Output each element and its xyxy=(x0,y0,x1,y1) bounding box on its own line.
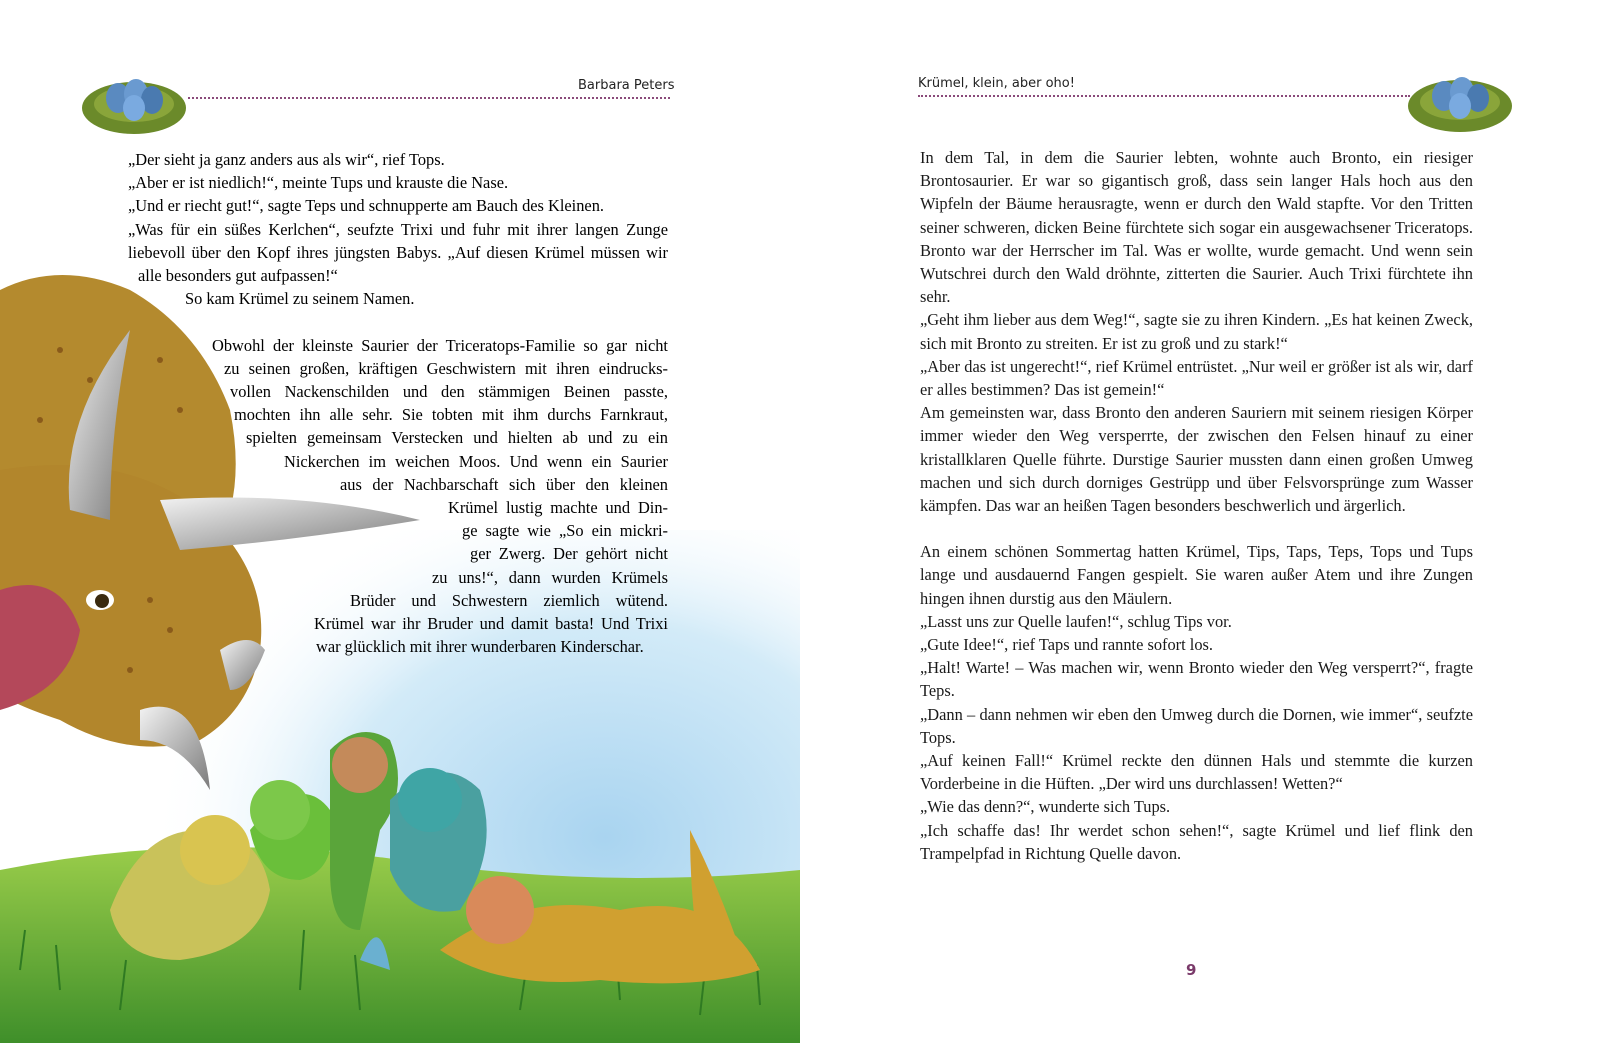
header-author: Barbara Peters xyxy=(578,78,675,93)
text-line: ger Zwerg. Der gehört nicht xyxy=(470,544,668,564)
nest-with-eggs-icon xyxy=(78,60,190,140)
text-line: Obwohl der kleinste Saurier der Triceratops-Familie so gar nicht xyxy=(212,335,668,355)
paragraph: „Geht ihm lieber aus dem Weg!“, sagte sie zu ihren Kindern. „Es hat keinen Zweck, sich mit Bronto zu streiten. Er ist zu groß und zu stark!“ xyxy=(920,310,1473,353)
paragraph: „Auf keinen Fall!“ Krümel reckte den dünnen Hals und stemmte die kurzen Vorderbeine in die Hüften. „Der wird uns durchlassen! Wetten?“ xyxy=(920,751,1473,794)
text-line: zu seinen großen, kräftigen Geschwistern mit ihren eindrucks- xyxy=(224,358,668,378)
text-line: aus der Nachbarschaft sich über den kleinen xyxy=(340,474,668,494)
paragraph: „Gute Idee!“, rief Taps und rannte sofort los. xyxy=(920,635,1214,655)
text-line: „Was für ein süßes Kerlchen“, seufzte Trixi und fuhr mit ihrer langen Zunge xyxy=(128,219,668,239)
text-line: Krümel lustig machte und Din- xyxy=(448,498,668,517)
text-line: liebevoll über den Kopf ihres jüngsten Babys. „Auf diesen Krümel müssen wir xyxy=(128,242,668,262)
paragraph: „Wie das denn?“, wunderte sich Tups. xyxy=(920,797,1171,817)
paragraph: In dem Tal, in dem die Saurier lebten, wohnte auch Bronto, ein riesiger Brontosaurier. Er war so gigantisch groß, dass sein langer Hals hoch aus den Wipfeln der Bäume herausragte, wenn er durch den Wald stapfte. Vor den Tritten seiner schweren, dicken Beine fürchtete sich sogar ein ausgewachsener Triceratops. Bronto war der Herrscher im Tal. Was er wollte, wurde gemacht. Und wenn sein Wutschrei durch den Wald dröhnte, zitterten die Saurier. Auch Trixi fürchtete ihn sehr. xyxy=(920,148,1473,307)
paragraph: Am gemeinsten war, dass Bronto den anderen Sauriern mit seinem riesigen Körper immer wieder den Weg versperrte, der zwischen den Felsen hinauf zu einer kristallklaren Quelle führte. Durstige Saurier mussten dann einen großen Umweg machen und sich durch dorniges Gestrüpp und über Felsvorsprünge zum Wasser kämpfen. Das war an heißen Tagen besonders beschwerlich und ärgerlich. xyxy=(920,403,1473,516)
header-divider xyxy=(918,95,1410,97)
paragraph: „Halt! Warte! – Was machen wir, wenn Bronto wieder den Weg versperrt?“, fragte Teps. xyxy=(920,658,1473,701)
page-number: 9 xyxy=(1186,961,1197,979)
text-line: „Der sieht ja ganz anders aus als wir“, rief Tops. xyxy=(128,150,445,169)
paragraph: „Lasst uns zur Quelle laufen!“, schlug Tips vor. xyxy=(920,611,1232,631)
header-title: Krümel, klein, aber oho! xyxy=(918,76,1075,91)
text-line: alle besonders gut aufpassen!“ xyxy=(138,266,338,285)
text-line: mochten ihn alle sehr. Sie tobten mit ihm durchs Farnkraut, xyxy=(234,405,668,425)
paragraph: „Ich schaffe das! Ihr werdet schon sehen!“, sagte Krümel und lief flink den Trampelpfad in Richtung Quelle davon. xyxy=(920,820,1473,863)
paragraph: „Dann – dann nehmen wir eben den Umweg durch die Dornen, wie immer“, seufzte Tops. xyxy=(920,704,1473,747)
right-page-text xyxy=(920,146,1473,865)
text-line: „Aber er ist niedlich!“, meinte Tups und krauste die Nase. xyxy=(128,173,509,193)
nest-with-eggs-icon xyxy=(1404,58,1516,138)
text-line: spielten gemeinsam Verstecken und hielten ab und zu ein xyxy=(246,428,668,448)
paragraph-gap xyxy=(920,517,1473,540)
paragraph: „Aber das ist ungerecht!“, rief Krümel entrüstet. „Nur weil er größer ist als wir, darf er alles bestimmen? Das ist gemein!“ xyxy=(920,356,1473,400)
text-line: So kam Krümel zu seinem Namen. xyxy=(185,289,415,309)
text-line: vollen Nackenschilden und den stämmigen Beinen passte, xyxy=(230,382,668,401)
text-line: Brüder und Schwestern ziemlich wütend. xyxy=(350,590,668,610)
text-line: Krümel war ihr Bruder und damit basta! Und Trixi xyxy=(314,614,668,633)
text-line: „Und er riecht gut!“, sagte Teps und schnupperte am Bauch des Kleinen. xyxy=(128,196,604,216)
paragraph: An einem schönen Sommertag hatten Krümel, Tips, Taps, Teps, Tops und Tups lange und ausdauernd Fangen gespielt. Sie waren außer Atem und ihre Zungen hingen ihnen durstig aus den Mäulern. xyxy=(920,542,1473,608)
text-line: Nickerchen im weichen Moos. Und wenn ein Saurier xyxy=(284,451,668,471)
text-line: zu uns!“, dann wurden Krümels xyxy=(432,567,668,587)
text-line: war glücklich mit ihrer wunderbaren Kinderschar. xyxy=(316,637,644,657)
header-divider xyxy=(188,97,670,99)
text-line: ge sagte wie „So ein mickri- xyxy=(462,521,668,541)
